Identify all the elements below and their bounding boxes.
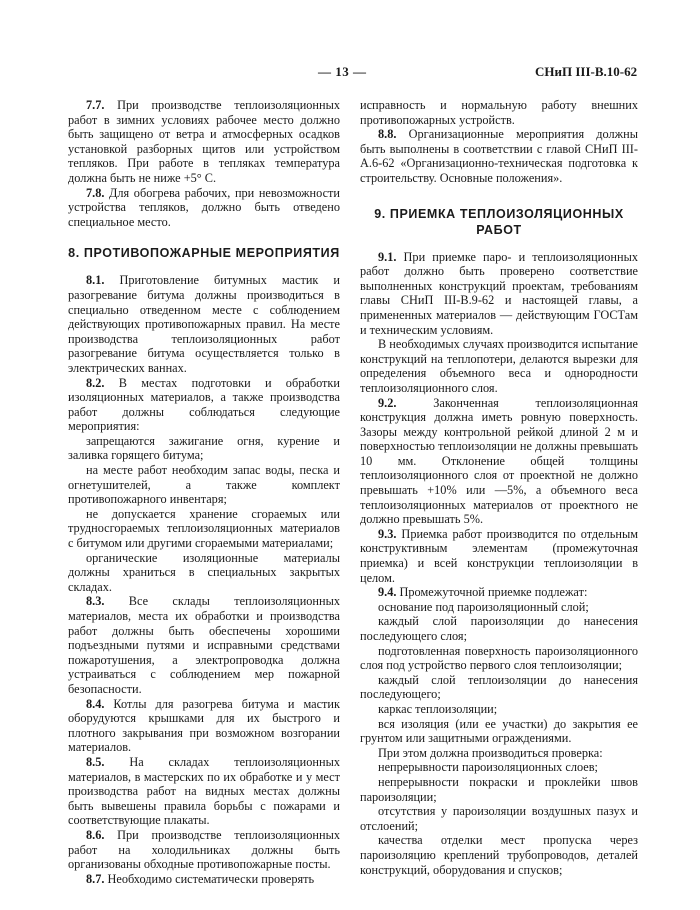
clause-9-4-check-item: качества отделки мест пропуска через пароизоляцию креплений трубопроводов, деталей конструкций, оборудования и спусков;: [360, 833, 638, 877]
clause-8-4: 8.4. Котлы для разогрева битума и мастик оборудуются крышками для их быстрого и плотного закрывания при возможном возгорании материалов.: [68, 696, 340, 755]
clause-7-7: 7.7. При производстве теплоизоляционных работ в зимних условиях рабочее место должно быть защищено от ветра и атмосферных осадков установкой разборных щитов или устройством тепляков. При работе в тепляках температура должна быть не ниже +5° С.: [68, 98, 340, 185]
left-column: [68, 98, 340, 886]
clause-9-2: 9.2. Законченная теплоизоляционная конструкция должна иметь ровную поверхность. Зазоры между контрольной рейкой длиной 2 м и поверхностью теплоизоляции не должны превышать 10 мм. Отклонение общей толщины теплоизоляционного слоя от проектной не должно превышать +10% или —5%, а объемного веса теплоизоляционных материалов от проектного не должно превышать 5%.: [360, 395, 638, 527]
clause-7-8: 7.8. Для обогрева рабочих, при невозможности устройства тепляков, должно быть отведено специальное место.: [68, 185, 340, 229]
clause-9-4-item: основание под пароизоляционный слой;: [378, 599, 589, 614]
document-code: СНиП III-В.10-62: [535, 64, 638, 79]
section-8-heading: 8. ПРОТИВОПОЖАРНЫЕ МЕРОПРИЯТИЯ: [68, 246, 340, 261]
clause-8-3: 8.3. Все склады теплоизоляционных материалов, места их обработки и производства работ должны быть обеспечены хорошими подъездными путями и исправными средствами пожаротушения, а электропроводка должна устраиваться с соблюдением мер пожарной безопасности.: [68, 594, 340, 696]
clause-9-3: 9.3. Приемка работ производится по отдельным конструктивным элементам (промежуточная приемка) и всей конструкции теплоизоляции в целом.: [360, 526, 638, 585]
section-9-heading: 9. ПРИЕМКА ТЕПЛОИЗОЛЯЦИОННЫХ РАБОТ: [374, 206, 624, 237]
clause-9-4-check-intro: При этом должна производиться проверка:: [378, 745, 603, 760]
right-column: [360, 98, 638, 877]
clause-9-1: 9.1. При приемке паро- и теплоизоляционных работ должно быть проверено соответствие выполненных конструкций проектам, требованиям главы СНиП III-В.9-62 и настоящей главы, а примененных материалов — действующим ГОСТам и техническим условиям.: [360, 249, 638, 337]
clause-8-7: 8.7. Необходимо систематически проверять: [86, 871, 315, 886]
clause-8-2: 8.2. В местах подготовки и обработки изоляционных материалов, а также производства работ должны соблюдаться следующие мероприятия:: [68, 375, 340, 434]
clause-8-2-item: органические изоляционные материалы должны храниться в специальных закрытых складах.: [68, 550, 340, 594]
clause-9-4: 9.4. Промежуточной приемке подлежат:: [378, 585, 588, 600]
clause-9-4-item: каждый слой пароизоляции до нанесения последующего слоя;: [360, 614, 638, 643]
clause-8-8: 8.8. Организационные мероприятия должны быть выполнены в соответствии с главой СНиП III-А.6-62 «Организационно-техническая подготовка к строительству. Основные положения».: [360, 127, 638, 185]
clause-9-4-item: каждый слой теплоизоляции до нанесения последующего;: [360, 672, 638, 702]
clause-8-2-item: запрещаются зажигание огня, курение и заливка горящего битума;: [68, 433, 340, 463]
clause-9-4-item: вся изоляция (или ее участки) до закрытия ее грунтом или защитными ограждениями.: [360, 716, 638, 746]
clause-8-2-item: не допускается хранение сгораемых или трудносгораемых теплоизоляционных материалов с битумом или другими сгораемыми материалами;: [68, 506, 340, 551]
clause-8-5: 8.5. На складах теплоизоляционных материалов, в мастерских по их обработке и у мест производства работ на видных местах должны быть вывешены правила борьбы с пожарами и соответствующие плакаты.: [68, 754, 340, 828]
clause-8-1: 8.1. Приготовление битумных мастик и разогревание битума должны производиться в специально отведенном месте с соблюдением действующих противопожарных правил. На месте производства теплоизоляционных работ разогревание битума осуществляется только в электрических ваннах.: [68, 273, 340, 375]
clause-8-6: 8.6. При производстве теплоизоляционных работ на холодильниках должны быть организованы обходные противопожарные посты.: [68, 827, 340, 872]
page-number: — 13 —: [318, 64, 367, 79]
clause-9-4-item: каркас теплоизоляции;: [378, 701, 498, 716]
clause-9-4-check-item: отсутствия у пароизоляции воздушных пазух и отслоений;: [360, 804, 638, 833]
clause-8-2-item: на месте работ необходим запас воды, песка и огнетушителей, а также комплект противопожарного инвентаря;: [68, 463, 340, 507]
clause-9-4-check-item: непрерывности покраски и проклейки швов пароизоляции;: [360, 774, 638, 804]
clause-9-4-check-item: непрерывности пароизоляционных слоев;: [378, 760, 598, 775]
clause-9-1-note: В необходимых случаях производится испытание конструкций на теплопотери, делаются вырезки для определения объемного веса и однородности теплоизоляционного слоя.: [360, 337, 638, 395]
clause-9-4-item: подготовленная поверхность пароизоляционного слоя под устройство первого слоя теплоизоляции;: [360, 643, 638, 673]
clause-8-7-continued: исправность и нормальную работу внешних противопожарных устройств.: [360, 98, 638, 127]
